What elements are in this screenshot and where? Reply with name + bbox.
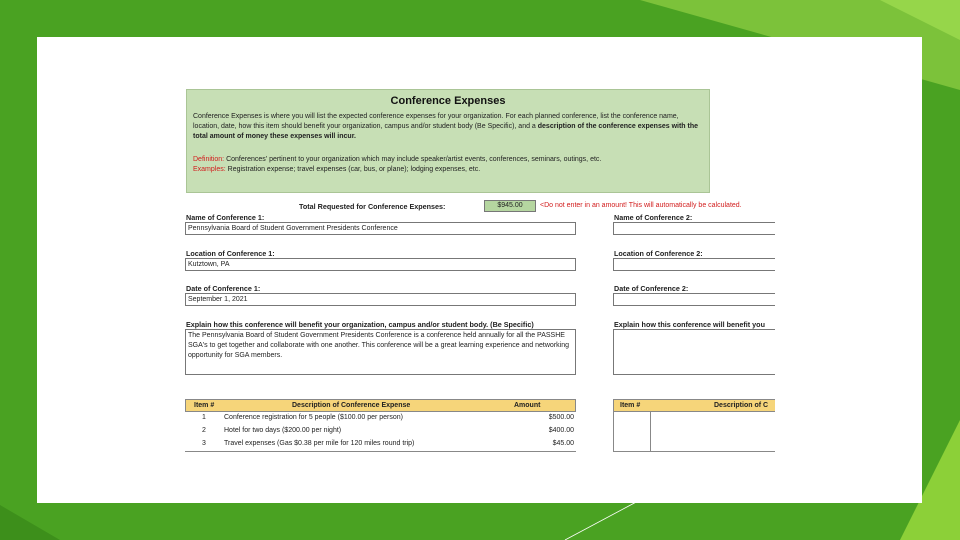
total-label: Total Requested for Conference Expenses: <box>299 202 446 211</box>
conference1-date-field[interactable]: September 1, 2021 <box>185 293 576 306</box>
conference2-name-label: Name of Conference 2: <box>614 213 693 222</box>
row-amount: $500.00 <box>548 414 574 421</box>
table1-header-description: Description of Conference Expense <box>292 402 411 409</box>
table1-header-amount: Amount <box>514 402 541 409</box>
conference1-name-label: Name of Conference 1: <box>186 213 265 222</box>
intro-text-bold: description of the conference expenses with the total amount of money these expenses will incur. <box>193 123 699 140</box>
intro-text-plain: Conference Expenses is where you will list the expected conference expenses for your organization. For each planned conference, list the conference name, location, date, how this item should benefit your organization, campus and/or student body (Be Specific), and a <box>193 113 679 130</box>
conference1-explain-field[interactable]: The Pennsylvania Board of Student Government Presidents Conference is a conference held annually for all the PASSHE SGA's to get together and collaborate with one another. This conference will be a great learning experience and networking opportunity for SGA members. <box>185 329 576 375</box>
conference1-date-label: Date of Conference 1: <box>186 284 261 293</box>
conference2-location-label: Location of Conference 2: <box>614 249 703 258</box>
spreadsheet-image <box>37 37 922 503</box>
conference2-explain-label: Explain how this conference will benefit you <box>614 320 765 329</box>
table1-header <box>185 399 576 412</box>
conference2-date-label: Date of Conference 2: <box>614 284 689 293</box>
decor-line <box>565 500 640 540</box>
row-description: Hotel for two days ($200.00 per night) <box>224 427 342 434</box>
row-item: 1 <box>202 414 206 421</box>
intro-definitions <box>193 155 601 175</box>
table2-column-divider <box>650 412 651 451</box>
intro-description <box>193 112 703 142</box>
row-amount: $400.00 <box>548 427 574 434</box>
examples-text: Registration expense; travel expenses (car, bus, or plane); lodging expenses, etc. <box>227 166 481 173</box>
row-description: Conference registration for 5 people ($100.00 per person) <box>224 414 403 421</box>
conference1-location-label: Location of Conference 1: <box>186 249 275 258</box>
row-description: Travel expenses (Gas $0.38 per mile for 120 miles round trip) <box>224 440 415 447</box>
conference1-explain-label: Explain how this conference will benefit your organization, campus and/or student body. (Be Specific) <box>186 320 534 329</box>
total-value: $945.00 <box>484 200 536 212</box>
definition-text: Conferences' pertinent to your organization which may include speaker/artist events, conferences, seminars, outings, etc. <box>226 156 602 163</box>
row-amount: $45.00 <box>552 440 574 447</box>
table-row <box>185 413 576 425</box>
conference1-name-field[interactable]: Pennsylvania Board of Student Government Presidents Conference <box>185 222 576 235</box>
table2-header-description: Description of C <box>714 402 769 409</box>
intro-title: Conference Expenses <box>390 95 506 107</box>
conference1-location-field[interactable]: Kutztown, PA <box>185 258 576 271</box>
intro-box <box>186 89 710 193</box>
table1-header-item: Item # <box>194 402 215 409</box>
definition-label: Definition: <box>193 156 225 163</box>
table1-bottom-border <box>185 451 576 452</box>
image-crop-mask <box>775 197 922 467</box>
table-row <box>185 439 576 451</box>
table-row <box>185 426 576 438</box>
row-item: 2 <box>202 427 206 434</box>
table2-header-item: Item # <box>620 402 641 409</box>
slide-canvas <box>37 37 922 503</box>
row-item: 3 <box>202 440 206 447</box>
examples-label: Examples: <box>193 166 226 173</box>
bottom-left-accent <box>0 505 60 540</box>
total-note: <Do not enter in an amount! This will automatically be calculated. <box>540 202 742 209</box>
